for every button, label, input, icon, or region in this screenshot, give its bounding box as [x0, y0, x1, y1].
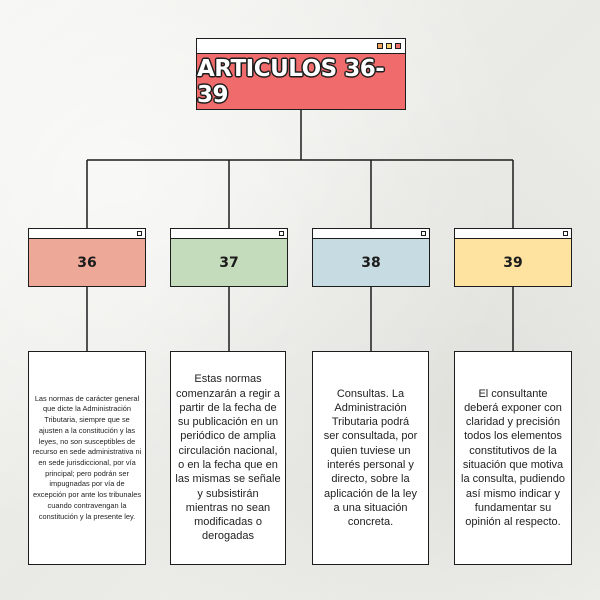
article-text: Consultas. La Administración Tributaria podrá ser consultada, por quien tuviese un interés personal y directo, sobre la aplicación de la ley a una situación concreta.: [323, 387, 418, 529]
article-number: 38: [313, 239, 429, 286]
title-window-bar: [197, 39, 405, 54]
article-38-header: [312, 228, 430, 287]
article-text: Estas normas comenzarán a regir a partir de la fecha de su publicación en un periódico de amplia circulación nacional, o en la fecha que en las mismas se señale y subsistirán mientras no sean modificadas o derogadas: [175, 373, 281, 543]
article-38-description: [312, 351, 429, 565]
article-36-description: [28, 351, 146, 565]
minimize-icon: [377, 43, 383, 49]
window-control-icon: [279, 231, 284, 236]
page-title: ARTICULOS 36-39: [197, 54, 405, 109]
window-control-icon: [421, 231, 426, 236]
article-39-description: [454, 351, 572, 565]
maximize-icon: [386, 43, 392, 49]
article-number: 36: [29, 239, 145, 286]
close-icon: [395, 43, 401, 49]
article-37-description: [170, 351, 286, 565]
article-number: 37: [171, 239, 287, 286]
article-text: Las normas de carácter general que dicte la Administración Tributaria, siempre que se ajusten a la constitución y las leyes, no son susceptibles de recurso en sede administrativa ni en sede jurisdiccional, por vía principal; pero podrán ser impugnadas por vía de excepción por ante los tribunales cuando contravengan la constitución y la presente ley.: [32, 393, 142, 521]
article-36-header: [28, 228, 146, 287]
window-control-icon: [137, 231, 142, 236]
article-39-header: [454, 228, 572, 287]
article-text: El consultante deberá exponer con claridad y precisión todos los elementos constitutivos de la situación que motiva la consulta, pudiendo así mismo indicar y fundamentar su opinión al respecto.: [461, 387, 565, 529]
article-number: 39: [455, 239, 571, 286]
title-window: [196, 38, 406, 110]
article-37-header: [170, 228, 288, 287]
window-control-icon: [563, 231, 568, 236]
